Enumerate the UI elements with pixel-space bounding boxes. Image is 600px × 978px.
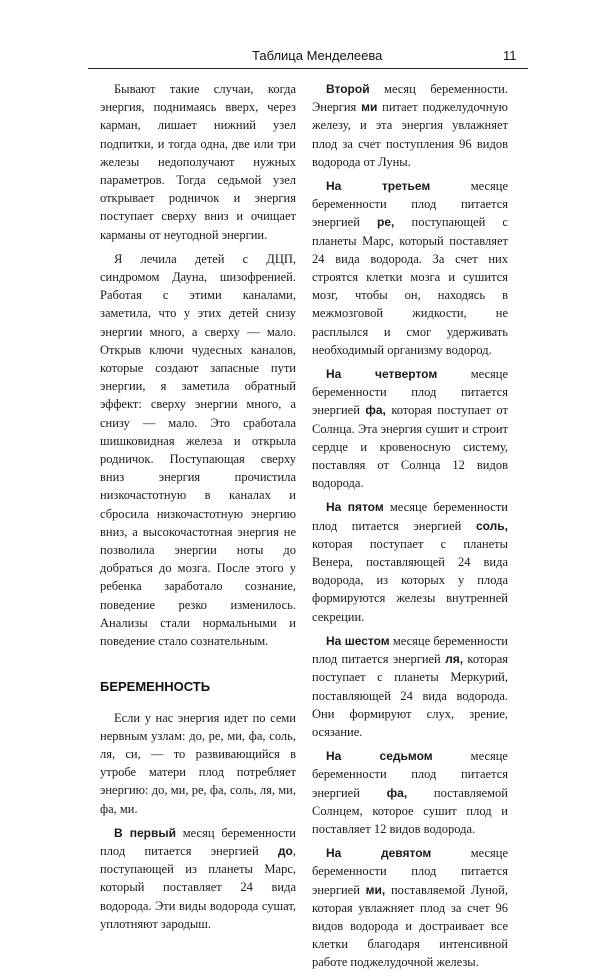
note-label: ми,	[365, 882, 386, 897]
month-label: На пятом	[326, 500, 384, 515]
paragraph	[312, 632, 508, 741]
paragraph	[312, 177, 508, 359]
paragraph-text: месяце беременности плод питается энергией	[312, 500, 508, 533]
paragraph-text: месяц беременности плод питается энергией	[100, 825, 296, 858]
paragraph-text: которая поступает с планеты Венера, поставляющей 24 вида водорода, из которых у плода формируются железы внутренней секреции.	[312, 536, 508, 624]
paragraph-text: месяце беременности плод питается энергией	[312, 846, 508, 897]
right-column	[312, 80, 508, 978]
note-label: ре,	[377, 215, 395, 230]
left-column	[100, 80, 296, 939]
month-label: На седьмом	[326, 749, 433, 764]
note-label: ми	[361, 100, 378, 115]
paragraph-text: которая поступает с планеты Меркурий, поставляющей 24 вида водорода. Они формируют слух, зрение, осязание.	[312, 652, 508, 739]
paragraph-text: поставляемой Солнцем, которое сушит плод и поставляет 12 видов водорода.	[312, 785, 508, 836]
note-label: ля,	[445, 652, 464, 667]
paragraph: Если у нас энергия идет по семи нервным узлам: до, ре, ми, фа, соль, ля, си, — то развивающийся в утробе матери плод потребляет энергию: до, ми, ре, фа, соль, ля, ми, фа, ми.	[100, 710, 296, 816]
month-label: В первый	[114, 825, 176, 840]
paragraph	[312, 365, 508, 492]
paragraph-text: поступающей с планеты Марс, который поставляет 24 вида водорода. За счет них строятся клетки мозга и сушится мозг, чтобы он, находясь в межмозговой жидкости, не расплылся и смог удерживать необходимый организму водород.	[312, 215, 508, 357]
paragraph-text: месяце беременности плод питается энергией	[312, 179, 508, 230]
page-number: 11	[503, 48, 517, 63]
paragraph: Я лечила детей с ДЦП, синдромом Дауна, шизофренией. Работая с этими каналами, заметила, что у этих детей снизу энергии много, а сверху — мало. Открыв ключи чудесных каналов, которые создают запасные пути энергии, я заметила обратный эффект: сверху энергии много, а снизу — мало. Это сработала шишковидная железа и открыла родничок. Поступающая сверху вниз энергия прочистила низкочастотную в каналах и сбросила низкочастотную энергию вниз, а высокочастотная энергия не позволила энергии ноты до добраться до мозга. После этого у ребенка заработало сознание, поведение резко изменилось. Анализы стали нормальными и поведение стало сознательным.	[100, 251, 296, 649]
header-rule	[88, 68, 528, 69]
section-heading: БЕРЕМЕННОСТЬ	[100, 679, 211, 695]
paragraph	[312, 498, 508, 625]
paragraph-text: питает поджелудочную железу, и эта энергия увлажняет плод за счет поступления 96 видов водорода от Луны.	[312, 100, 508, 169]
note-label: до	[277, 843, 293, 858]
month-label: На четвертом	[326, 367, 438, 382]
paragraph: Бывают такие случаи, когда энергия, поднимаясь вверх, через карман, лишает нижний узел подпитки, и тогда одна, две или три железы недополучают нужных параметров. Тогда седьмой узел открывает родничок и энергия поступает сверху вниз и очищает карманы от неугодной энергии.	[100, 82, 296, 242]
month-label: На третьем	[326, 179, 431, 194]
note-label: фа,	[365, 403, 386, 418]
month-label: На девятом	[326, 846, 432, 861]
paragraph-text: месяц беременности. Энергия	[312, 82, 508, 115]
running-header-title: Таблица Менделеева	[252, 48, 383, 63]
note-label: соль,	[475, 518, 508, 533]
paragraph	[100, 824, 296, 933]
paragraph-text: , поступающей из планеты Марс, который поставляет 24 вида водорода. Эти виды водорода сушат, уплотняют зародыш.	[100, 843, 296, 931]
note-label: фа,	[386, 785, 408, 800]
paragraph-text: месяце беременности плод питается энергией	[312, 633, 508, 667]
paragraph-text: поставляемой Луной, которая увлажняет плод за счет 96 видов водорода и достраивает все клетки благодаря интенсивной работе поджелудочной железы.	[312, 882, 508, 970]
paragraph	[312, 844, 508, 971]
paragraph-text: месяце беременности плод питается энергией	[312, 367, 508, 418]
month-label: На шестом	[326, 633, 390, 648]
paragraph	[312, 80, 508, 171]
month-label: Второй	[326, 82, 370, 96]
paragraph-text: которая поступает от Солнца. Эта энергия сушит и строит сердце и кровеносную систему, поставляя от Солнца 12 видов водорода.	[312, 403, 508, 491]
paragraph	[312, 747, 508, 838]
paragraph-text: месяце беременности плод питается энергией	[312, 749, 508, 800]
